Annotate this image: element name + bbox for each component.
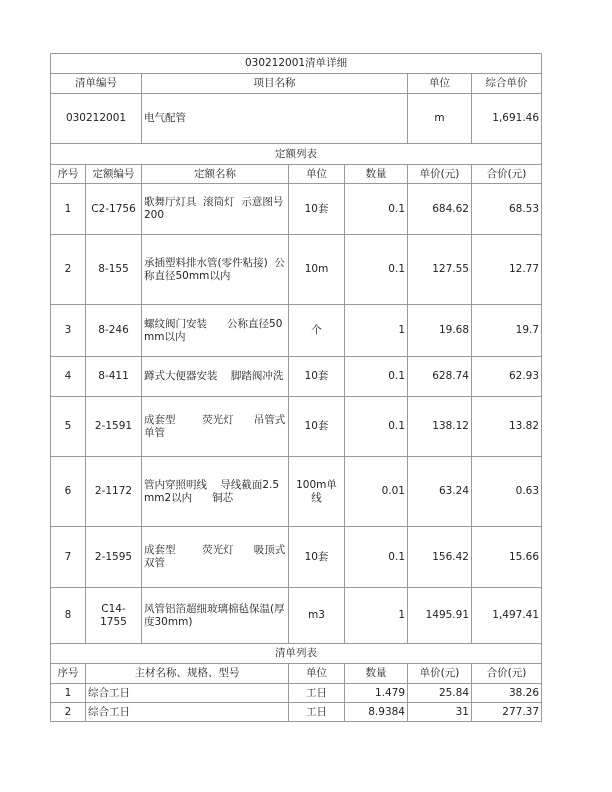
material-name: 综合工日 [86, 703, 289, 722]
quota-name: 螺纹阀门安装 公称直径50mm以内 [142, 305, 289, 357]
bill-unit-header: 单位 [408, 74, 472, 94]
quota-code-header: 定额编号 [86, 165, 142, 184]
quota-qty: 0.1 [345, 235, 408, 305]
material-header-row [51, 664, 542, 684]
quota-total: 12.77 [472, 235, 542, 305]
quota-qty: 0.1 [345, 397, 408, 457]
material-seq: 1 [51, 684, 86, 703]
material-seq-header: 序号 [51, 664, 86, 684]
quota-section-title: 定额列表 [51, 144, 542, 165]
material-seq: 2 [51, 703, 86, 722]
quota-qty: 0.1 [345, 357, 408, 397]
quota-unit: 100m单线 [289, 457, 345, 527]
quota-code: 2-1591 [86, 397, 142, 457]
quota-unit-price: 63.24 [408, 457, 472, 527]
bill-row [51, 94, 542, 144]
quota-unit: 10m [289, 235, 345, 305]
material-unit-header: 单位 [289, 664, 345, 684]
quota-qty: 1 [345, 305, 408, 357]
quota-seq: 5 [51, 397, 86, 457]
quota-unit: m3 [289, 588, 345, 644]
quota-name: 管内穿照明线 导线截面2.5mm2以内 铜芯 [142, 457, 289, 527]
quota-unit-price: 156.42 [408, 527, 472, 588]
material-unit-price: 25.84 [408, 684, 472, 703]
quota-seq: 6 [51, 457, 86, 527]
material-name-header: 主材名称、规格、型号 [86, 664, 289, 684]
quota-unit-price: 127.55 [408, 235, 472, 305]
material-unit: 工日 [289, 684, 345, 703]
quota-seq-header: 序号 [51, 165, 86, 184]
material-qty: 8.9384 [345, 703, 408, 722]
quota-total-header: 合价(元) [472, 165, 542, 184]
quota-qty-header: 数量 [345, 165, 408, 184]
quota-unit-header: 单位 [289, 165, 345, 184]
quota-qty: 0.1 [345, 184, 408, 235]
bill-code: 030212001 [51, 94, 142, 144]
bill-header-row [51, 74, 542, 94]
table-row [51, 305, 542, 357]
bill-price-header: 综合单价 [472, 74, 542, 94]
material-qty: 1.479 [345, 684, 408, 703]
bill-name: 电气配管 [142, 94, 408, 144]
quota-code: 2-1172 [86, 457, 142, 527]
table-row [51, 684, 542, 703]
quota-name-header: 定额名称 [142, 165, 289, 184]
quota-unit: 10套 [289, 184, 345, 235]
bill-name-header: 项目名称 [142, 74, 408, 94]
quota-section-row [51, 144, 542, 165]
quota-unit-price-header: 单价(元) [408, 165, 472, 184]
quota-seq: 3 [51, 305, 86, 357]
quota-code: C14-1755 [86, 588, 142, 644]
quota-unit: 个 [289, 305, 345, 357]
quota-name: 歌舞厅灯具 滚筒灯 示意图号 200 [142, 184, 289, 235]
quota-code: 8-155 [86, 235, 142, 305]
material-qty-header: 数量 [345, 664, 408, 684]
material-unit: 工日 [289, 703, 345, 722]
quota-qty: 0.1 [345, 527, 408, 588]
quota-code: 8-246 [86, 305, 142, 357]
table-row [51, 588, 542, 644]
quota-seq: 7 [51, 527, 86, 588]
quota-name: 蹲式大便器安装 脚踏阀冲洗 [142, 357, 289, 397]
material-name: 综合工日 [86, 684, 289, 703]
page-title: 030212001清单详细 [51, 54, 542, 74]
quota-unit-price: 1495.91 [408, 588, 472, 644]
quota-unit: 10套 [289, 397, 345, 457]
material-total: 277.37 [472, 703, 542, 722]
material-unit-price: 31 [408, 703, 472, 722]
quota-unit: 10套 [289, 357, 345, 397]
quota-total: 19.7 [472, 305, 542, 357]
quota-total: 62.93 [472, 357, 542, 397]
quota-unit-price: 19.68 [408, 305, 472, 357]
bill-detail-table [50, 53, 542, 722]
quota-unit-price: 684.62 [408, 184, 472, 235]
quota-total: 0.63 [472, 457, 542, 527]
title-row [51, 54, 542, 74]
quota-seq: 2 [51, 235, 86, 305]
material-unit-price-header: 单价(元) [408, 664, 472, 684]
material-section-row [51, 644, 542, 664]
table-row [51, 357, 542, 397]
material-section-title: 清单列表 [51, 644, 542, 664]
quota-code: 2-1595 [86, 527, 142, 588]
quota-total: 1,497.41 [472, 588, 542, 644]
bill-price: 1,691.46 [472, 94, 542, 144]
quota-seq: 1 [51, 184, 86, 235]
table-row [51, 184, 542, 235]
quota-total: 13.82 [472, 397, 542, 457]
quota-unit: 10套 [289, 527, 345, 588]
table-row [51, 703, 542, 722]
quota-seq: 8 [51, 588, 86, 644]
quota-name: 承插塑料排水管(零件粘接) 公称直径50mm以内 [142, 235, 289, 305]
bill-code-header: 清单编号 [51, 74, 142, 94]
quota-unit-price: 138.12 [408, 397, 472, 457]
quota-name: 风管铝箔超细玻璃棉毡保温(厚度30mm) [142, 588, 289, 644]
quota-qty: 1 [345, 588, 408, 644]
quota-code: 8-411 [86, 357, 142, 397]
quota-total: 68.53 [472, 184, 542, 235]
quota-name: 成套型 荧光灯 吸顶式 双管 [142, 527, 289, 588]
quota-name: 成套型 荧光灯 吊管式 单管 [142, 397, 289, 457]
quota-header-row [51, 165, 542, 184]
material-total: 38.26 [472, 684, 542, 703]
table-row [51, 527, 542, 588]
quota-qty: 0.01 [345, 457, 408, 527]
quota-seq: 4 [51, 357, 86, 397]
table-row [51, 235, 542, 305]
table-row [51, 397, 542, 457]
quota-unit-price: 628.74 [408, 357, 472, 397]
material-total-header: 合价(元) [472, 664, 542, 684]
bill-unit: m [408, 94, 472, 144]
quota-code: C2-1756 [86, 184, 142, 235]
quota-total: 15.66 [472, 527, 542, 588]
table-row [51, 457, 542, 527]
